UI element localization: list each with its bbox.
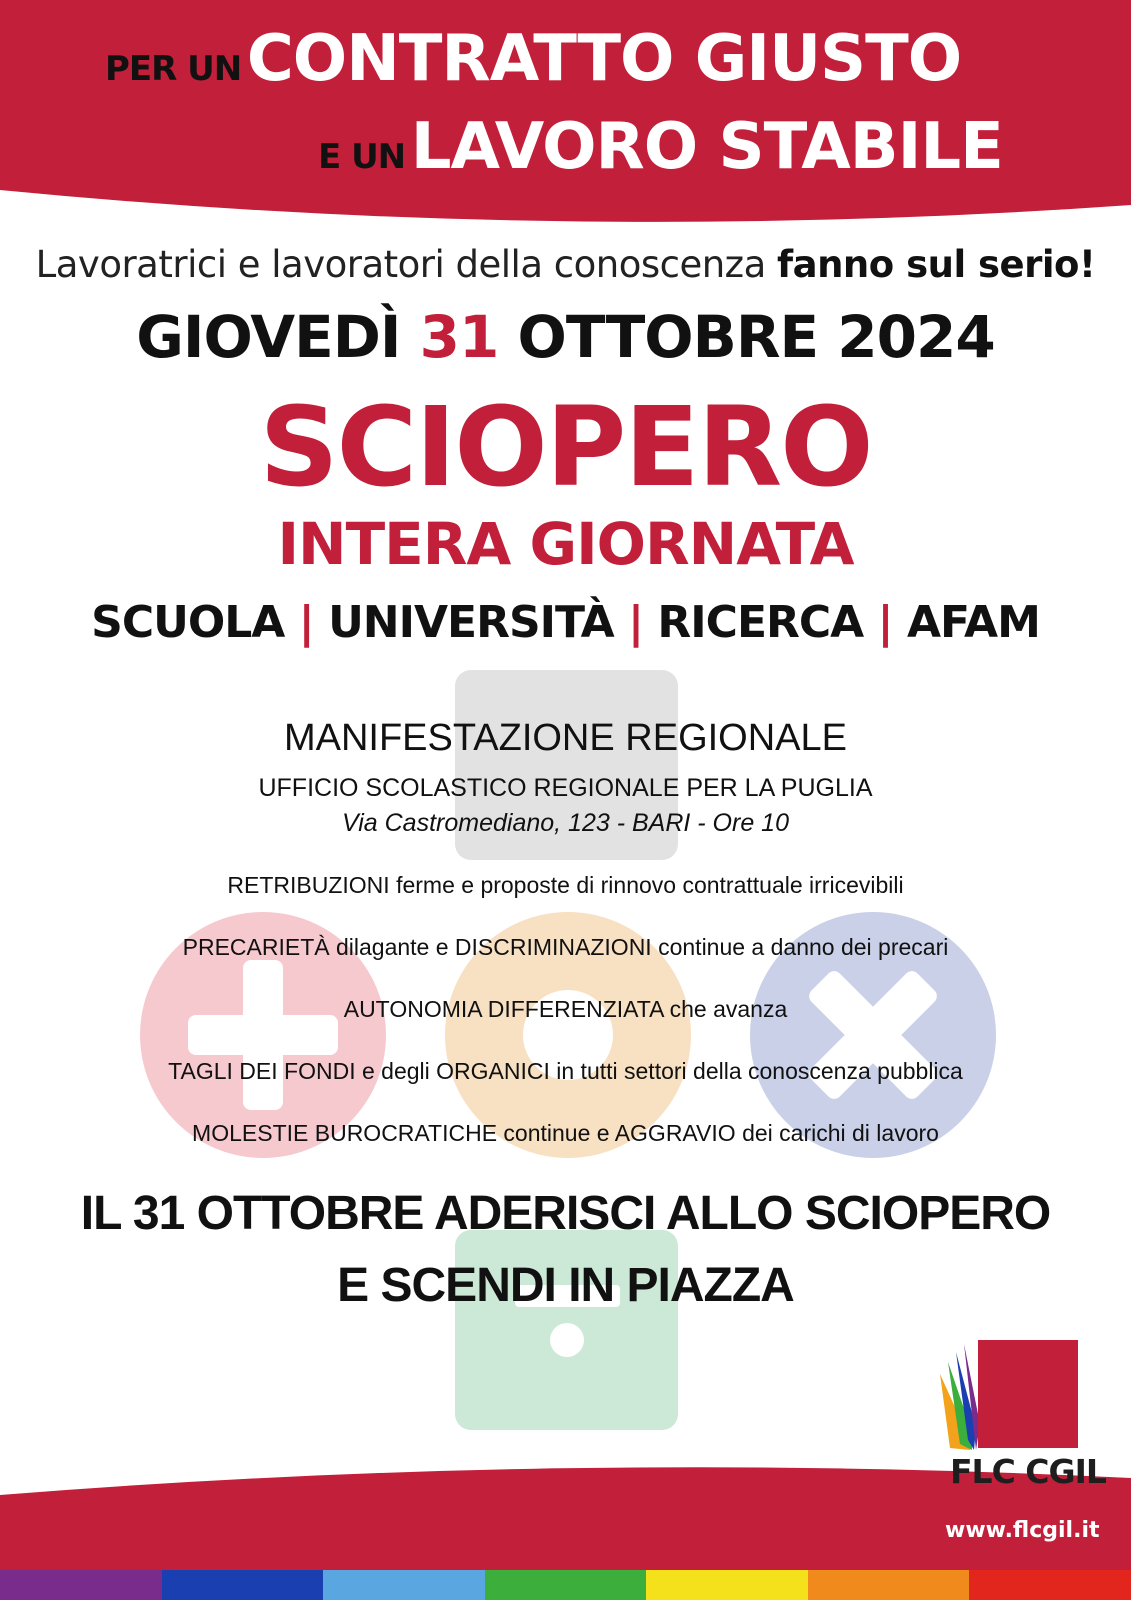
event-address: Via Castromediano, 123 - BARI - Ore 10 xyxy=(342,809,789,837)
issue-item: MOLESTIE BUROCRATICHE continue e AGGRAVIO dei carichi di lavoro xyxy=(192,1120,939,1146)
rainbow-segment xyxy=(162,1570,324,1600)
date-day: 31 xyxy=(419,303,499,371)
sector-afam: AFAM xyxy=(906,597,1040,648)
rainbow-segment xyxy=(323,1570,485,1600)
website-link[interactable]: www.flcgil.it xyxy=(945,1518,1100,1543)
watermark-divide-dot xyxy=(550,1323,584,1357)
date-month-year: OTTOBRE 2024 xyxy=(498,303,995,371)
issue-item: AUTONOMIA DIFFERENZIATA che avanza xyxy=(343,996,788,1022)
tagline xyxy=(0,243,1131,286)
sector-ricerca: RICERCA xyxy=(657,597,864,648)
rainbow-segment xyxy=(485,1570,647,1600)
header-line-2 xyxy=(318,110,1003,184)
rainbow-segment xyxy=(646,1570,808,1600)
rainbow-strip xyxy=(0,1570,1131,1600)
watermark-symbols xyxy=(0,650,1131,1450)
call-to-action-line-2: E SCENDI IN PIAZZA xyxy=(337,1259,794,1312)
issue-item: TAGLI DEI FONDI e degli ORGANICI in tutti settori della conoscenza pubblica xyxy=(168,1058,963,1084)
issue-item: PRECARIETÀ dilagante e DISCRIMINAZIONI continue a danno dei precari xyxy=(182,934,949,960)
issue-item: RETRIBUZIONI ferme e proposte di rinnovo contrattuale irricevibili xyxy=(227,872,904,898)
header-contratto-giusto: CONTRATTO GIUSTO xyxy=(246,22,962,96)
date-weekday: GIOVEDÌ xyxy=(136,303,420,371)
header-per-un: PER UN xyxy=(105,49,242,89)
call-to-action-line-1: IL 31 OTTOBRE ADERISCI ALLO SCIOPERO xyxy=(80,1187,1051,1240)
sector-separator: | xyxy=(284,597,329,648)
rainbow-segment xyxy=(969,1570,1131,1600)
logo-text: FLC CGIL xyxy=(950,1452,1106,1491)
rainbow-segment xyxy=(808,1570,970,1600)
strike-title: SCIOPERO xyxy=(259,383,872,511)
sector-universita: UNIVERSITÀ xyxy=(328,597,614,648)
sector-separator: | xyxy=(863,597,907,648)
event-venue: UFFICIO SCOLASTICO REGIONALE PER LA PUGLIA xyxy=(258,774,873,802)
strike-subtitle: INTERA GIORNATA xyxy=(277,510,854,578)
sectors-list xyxy=(0,597,1131,648)
event-title: MANIFESTAZIONE REGIONALE xyxy=(283,717,848,759)
sector-scuola: SCUOLA xyxy=(91,597,285,648)
rainbow-segment xyxy=(0,1570,162,1600)
sector-separator: | xyxy=(613,597,658,648)
header-line-1 xyxy=(105,22,961,96)
header-e-un: E UN xyxy=(318,137,406,177)
tagline-regular: Lavoratrici e lavoratori della conoscenza xyxy=(35,243,778,286)
strike-date xyxy=(0,303,1131,371)
header-lavoro-stabile: LAVORO STABILE xyxy=(410,110,1003,184)
tagline-bold: fanno sul serio! xyxy=(777,243,1096,286)
flc-cgil-logo-icon xyxy=(940,1340,1080,1450)
